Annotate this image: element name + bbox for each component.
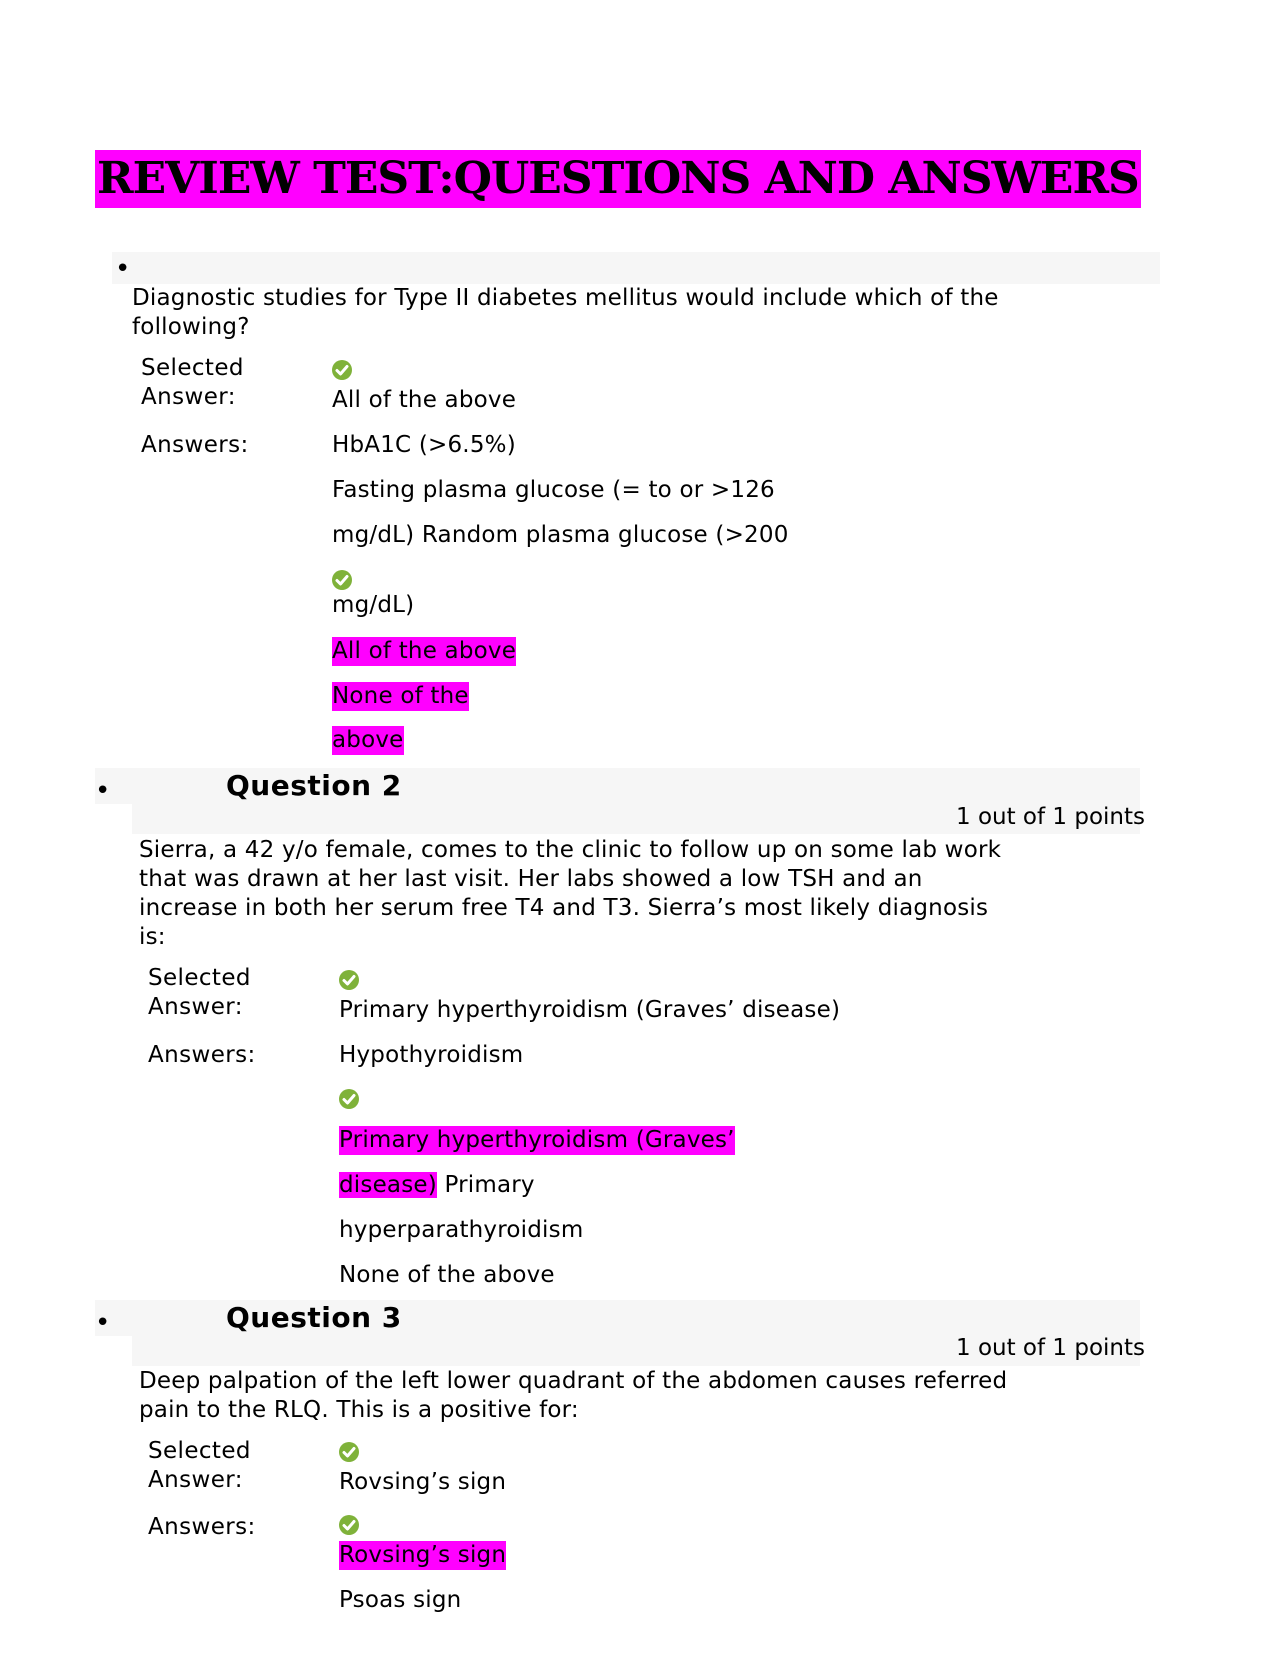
q1-question-text-2: following?	[132, 314, 250, 340]
page-title: REVIEW TEST:QUESTIONS AND ANSWERS	[95, 150, 1141, 208]
q2-points: 1 out of 1 points	[956, 804, 1145, 830]
q3-heading: Question 3	[226, 1301, 402, 1334]
q2-answer-option: Hypothyroidism	[339, 1042, 524, 1068]
correct-check-icon	[339, 970, 359, 990]
q1-answer-option: None of the	[332, 683, 469, 709]
q2-answer-option: Primary	[444, 1172, 535, 1198]
q1-selected-label: Selected	[141, 355, 244, 381]
q1-correct-answer-highlight: All of the above	[332, 638, 517, 664]
q2-answer-line	[339, 1171, 535, 1200]
q2-question-text: Sierra, a 42 y/o female, comes to the clinic to follow up on some lab work	[139, 837, 1002, 863]
q3-answer-option: Psoas sign	[339, 1587, 462, 1613]
q3-selected-label: Selected	[148, 1438, 251, 1464]
q2-question-text-3: increase in both her serum free T4 and T3. Sierra’s most likely diagnosis	[139, 895, 989, 921]
q2-bullet: •	[95, 776, 111, 806]
q1-selected-answer: All of the above	[332, 387, 517, 413]
correct-check-icon	[339, 1515, 359, 1535]
q2-selected-label-2: Answer:	[148, 994, 243, 1020]
q2-answer-option: None of the above	[339, 1262, 555, 1288]
q2-question-text-2: that was drawn at her last visit. Her labs showed a low TSH and an	[139, 866, 923, 892]
correct-check-icon	[339, 1442, 359, 1462]
q2-selected-answer: Primary hyperthyroidism (Graves’ disease)	[339, 997, 841, 1023]
q2-answers-label: Answers:	[148, 1042, 256, 1068]
q3-question-text: Deep palpation of the left lower quadrant of the abdomen causes referred	[139, 1368, 1008, 1394]
q2-heading: Question 2	[226, 769, 402, 802]
q1-answer-option: mg/dL)	[332, 592, 415, 618]
q3-correct-answer-highlight: Rovsing’s sign	[339, 1542, 507, 1568]
q1-question-text: Diagnostic studies for Type II diabetes mellitus would include which of the	[132, 285, 999, 311]
q2-question-text-4: is:	[139, 924, 166, 950]
q1-header-band	[112, 252, 1160, 284]
q1-answer-option: Fasting plasma glucose (= to or >126	[332, 477, 775, 503]
correct-check-icon	[332, 360, 352, 380]
q3-selected-label-2: Answer:	[148, 1467, 243, 1493]
q3-question-text-2: pain to the RLQ. This is a positive for:	[139, 1397, 579, 1423]
q2-correct-answer-highlight: Primary hyperthyroidism (Graves’	[339, 1127, 735, 1153]
q2-correct-answer-highlight-2: disease)	[339, 1172, 437, 1198]
q2-selected-label: Selected	[148, 965, 251, 991]
correct-check-icon	[332, 570, 352, 590]
q2-answer-option: hyperparathyroidism	[339, 1217, 584, 1243]
correct-check-icon	[339, 1089, 359, 1109]
q3-answers-label: Answers:	[148, 1514, 256, 1540]
q3-selected-answer: Rovsing’s sign	[339, 1469, 507, 1495]
q1-answer-option: HbA1C (>6.5%)	[332, 432, 516, 458]
q1-answers-label: Answers:	[141, 432, 249, 458]
q1-selected-label-2: Answer:	[141, 384, 236, 410]
q3-points: 1 out of 1 points	[956, 1335, 1145, 1361]
q1-bullet: •	[115, 254, 131, 284]
q1-answer-option: mg/dL) Random plasma glucose (>200	[332, 522, 789, 548]
q1-answer-option: above	[332, 727, 404, 753]
q3-bullet: •	[95, 1308, 111, 1338]
